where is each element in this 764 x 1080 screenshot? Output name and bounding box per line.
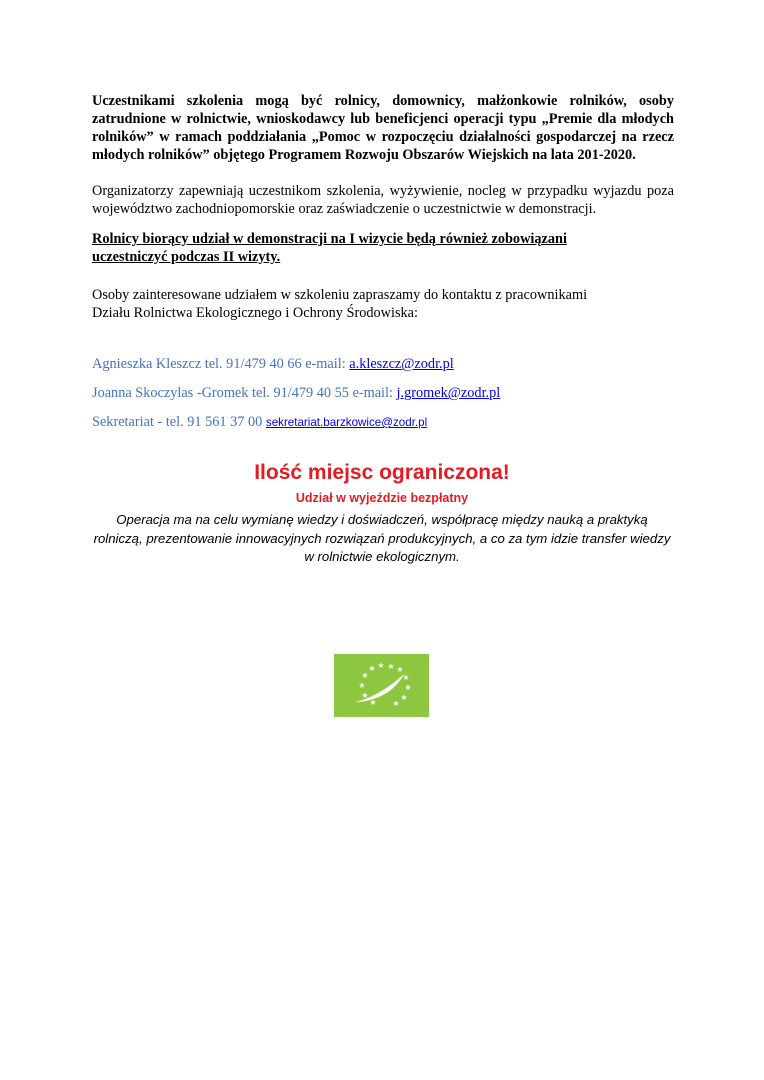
svg-text:★: ★ [392,699,400,708]
organizers-paragraph: Organizatorzy zapewniają uczestnikom szkolenia, wyżywienie, nocleg w przypadku wyjazdu poza województwo zachodniopomorskie oraz zaświadczenie o uczestnictwie w demonstracji. [92,183,674,217]
eu-organic-leaf-icon [334,654,429,717]
document-body [92,92,674,432]
intro-paragraph: Uczestnikami szkolenia mogą być rolnicy, domownicy, małżonkowie rolników, osoby zatrudnione w rolnictwie, wnioskodawcy lub beneficjenci operacji typu „Premie dla młodych rolników” w ramach poddziałania „Pomoc w rozpoczęciu działalności gospodarczej na rzecz młodych rolników” objętego Programem Rozwoju Obszarów Wiejskich na lata 201-2020. [92,93,674,163]
free-participation-note: Udział w wyjeździe bezpłatny [295,491,469,505]
invite-line-2: Działu Rolnictwa Ekologicznego i Ochrony Środowiska: [92,305,418,321]
contact-gromek-text: Joanna Skoczylas -Gromek tel. 91/479 40 55 e-mail: [92,385,397,401]
contact-kleszcz [92,355,674,373]
operation-description: Operacja ma na celu wymianę wiedzy i doświadczeń, współpracę między nauką a praktyką rolniczą, prezentowanie innowacyjnych rozwiązań produkcyjnych, a co za tym idzie transfer wiedzy w rolnictwie ekologicznym. [93,512,671,564]
svg-text:★: ★ [377,661,385,670]
farmers-note: Rolnicy biorący udział w demonstracji na I wizycie będą również zobowiązani uczestniczyć podczas II wizyty. [92,231,567,265]
svg-text:★: ★ [361,691,369,700]
svg-text:★: ★ [368,664,376,673]
svg-text:★: ★ [402,673,410,682]
invite-paragraph [92,286,674,322]
svg-text:★: ★ [404,683,412,692]
svg-text:★: ★ [358,681,366,690]
svg-text:★: ★ [369,698,377,707]
email-link-kleszcz[interactable]: a.kleszcz@zodr.pl [349,356,454,372]
contact-secretariat-text: Sekretariat - tel. 91 561 37 00 [92,414,266,430]
contact-secretariat [92,413,674,432]
email-link-secretariat[interactable]: sekretariat.barzkowice@zodr.pl [265,416,428,429]
svg-text:★: ★ [396,665,404,674]
svg-text:★: ★ [400,693,408,702]
contact-gromek [92,384,674,402]
svg-text:★: ★ [387,662,395,671]
email-link-gromek[interactable]: j.gromek@zodr.pl [396,385,501,401]
invite-line-1: Osoby zainteresowane udziałem w szkoleniu zapraszamy do kontaktu z pracownikami [92,287,588,303]
contact-kleszcz-text: Agnieszka Kleszcz tel. 91/479 40 66 e-mail: [92,356,350,372]
limited-places-headline: Ilość miejsc ograniczona! [254,461,510,484]
svg-text:★: ★ [361,671,369,680]
